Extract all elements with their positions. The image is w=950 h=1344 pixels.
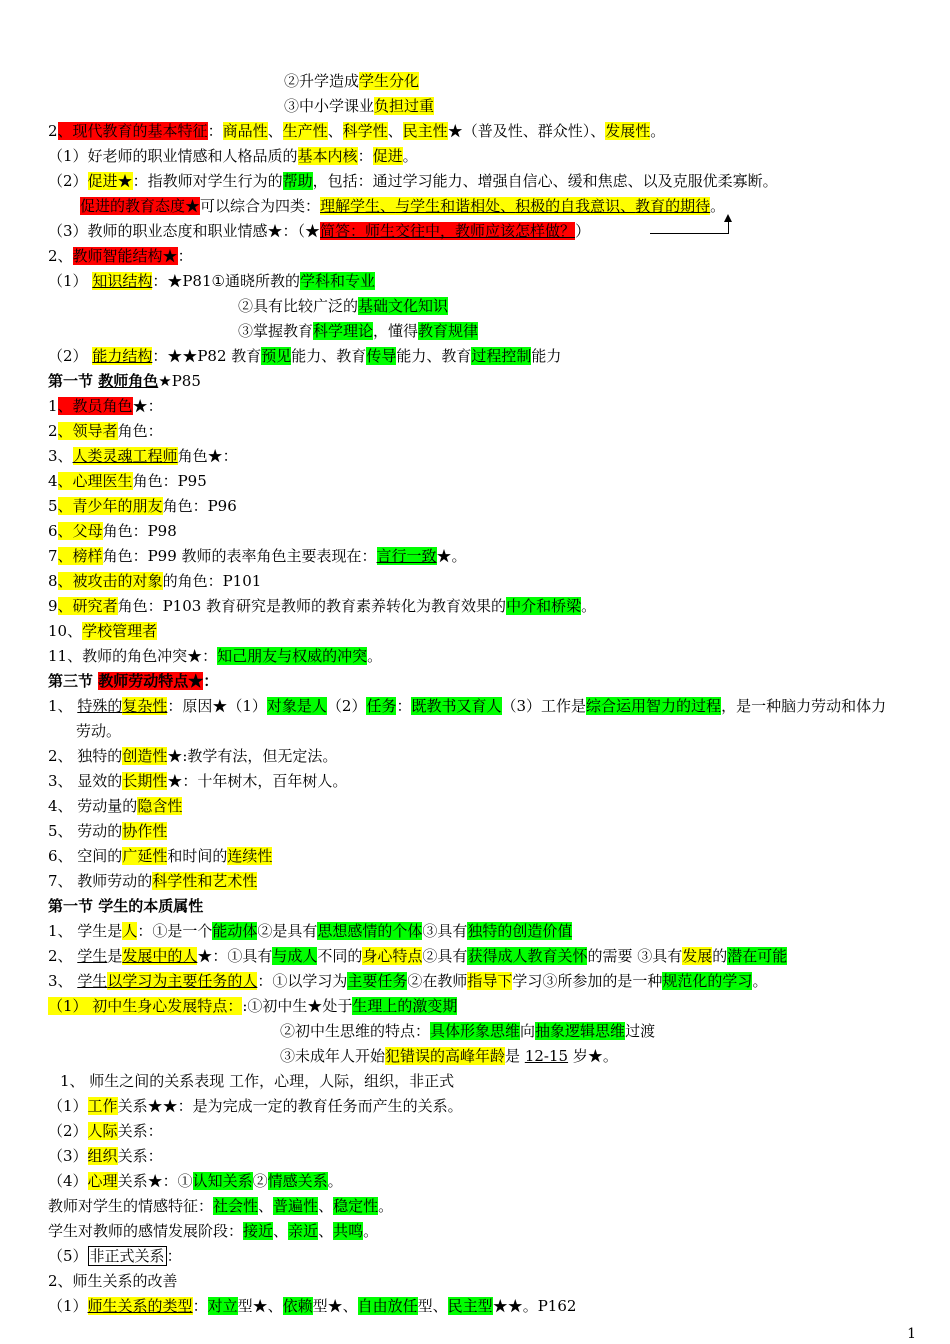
- text-segment: 言行一致: [376, 547, 437, 565]
- text-segment: 、心理医生: [57, 472, 133, 490]
- text-segment: 综合运用智力的过程: [586, 697, 722, 715]
- text-segment: 、: [620, 197, 636, 215]
- text-segment: 角色：P99 教师的表率角色主要表现在：: [102, 547, 377, 565]
- text-segment: 亲近: [288, 1222, 319, 1240]
- text-segment: 4: [48, 472, 58, 490]
- text-segment: 3、: [48, 972, 78, 990]
- text-line: [48, 820, 167, 844]
- text-segment: （1）: [48, 272, 93, 290]
- text-line: [48, 245, 193, 269]
- text-segment: 稳定性: [333, 1197, 379, 1215]
- text-line: [48, 145, 418, 169]
- text-line: [48, 1220, 378, 1244]
- text-line: [284, 70, 419, 94]
- text-line: [48, 895, 203, 919]
- text-segment: 发展中的人: [122, 947, 198, 965]
- text-line: [48, 670, 218, 694]
- text-segment: 。: [581, 597, 597, 615]
- text-segment: 能力: [531, 347, 562, 365]
- text-segment: 。: [327, 1172, 343, 1190]
- text-segment: ②具有比较广泛的: [238, 297, 359, 315]
- text-line: [48, 1245, 182, 1269]
- text-segment: ：: [177, 247, 193, 265]
- text-segment: 规范化的学习: [662, 972, 753, 990]
- text-segment: 与学生和谐相处: [395, 197, 501, 215]
- text-segment: ：: [203, 672, 219, 690]
- text-line: [48, 120, 665, 144]
- text-segment: 既教书又育人: [411, 697, 502, 715]
- text-segment: 发展性: [605, 122, 651, 140]
- text-segment: ★★。P162: [492, 1297, 577, 1315]
- text-segment: 长期性: [122, 772, 168, 790]
- text-segment: ：: [166, 1247, 182, 1265]
- text-segment: 、: [267, 122, 283, 140]
- text-segment: 、榜样: [57, 547, 103, 565]
- text-segment: 过程控制: [471, 347, 532, 365]
- text-segment: （2）: [326, 697, 367, 715]
- text-segment: 关系：: [117, 1147, 163, 1165]
- text-segment: 指导下: [467, 972, 513, 990]
- text-segment: ：: [396, 697, 412, 715]
- text-line: [60, 1070, 454, 1094]
- text-line: [48, 945, 787, 969]
- text-segment: 、: [500, 197, 516, 215]
- text-line: [48, 1120, 163, 1144]
- text-segment: 教师劳动特点★: [98, 672, 204, 690]
- text-segment: 、现代教育的基本特征: [57, 122, 208, 140]
- text-segment: ：原因★（1）: [167, 697, 267, 715]
- text-segment: 角色：P95: [132, 472, 207, 490]
- text-segment: （1）好老师的职业情感和人格品质的: [48, 147, 298, 165]
- text-segment: （2）: [48, 172, 88, 190]
- text-line: [48, 220, 590, 244]
- text-segment: 主要任务: [347, 972, 408, 990]
- text-segment: ：: [357, 147, 373, 165]
- text-segment: 中介和桥梁: [506, 597, 582, 615]
- text-segment: ②具有: [422, 947, 468, 965]
- text-segment: 。: [363, 1222, 379, 1240]
- text-segment: 4、 劳动量的: [48, 797, 138, 815]
- text-segment: 2、 独特的: [48, 747, 123, 765]
- text-segment: 能动体: [212, 922, 258, 940]
- text-segment: 角色：P96: [162, 497, 237, 515]
- text-segment: P85: [171, 372, 201, 390]
- text-segment: 具体形象思维: [430, 1022, 521, 1040]
- text-segment: ）: [575, 222, 591, 240]
- text-segment: ★：十年树木，百年树人。: [167, 772, 348, 790]
- text-line: [48, 270, 375, 294]
- text-segment: 能力、教育: [396, 347, 472, 365]
- text-segment: 获得成人教育关怀: [467, 947, 588, 965]
- text-segment: 角色：P103 教育研究是教师的教育素养转化为教育效果的: [117, 597, 507, 615]
- text-segment: 人: [122, 922, 138, 940]
- text-segment: 型★、: [312, 1297, 358, 1315]
- text-segment: （2）: [48, 347, 93, 365]
- text-segment: ：★★P82 教育: [152, 347, 262, 365]
- text-segment: 社会性: [213, 1197, 259, 1215]
- text-segment: 学生对教师的感情发展阶段：: [48, 1222, 244, 1240]
- text-segment: 的: [712, 947, 728, 965]
- text-segment: 学科和专业: [299, 272, 375, 290]
- text-segment: 1、 学生是: [48, 922, 123, 940]
- text-segment: 。: [752, 972, 768, 990]
- text-segment: 知识结构: [92, 272, 153, 290]
- text-segment: 、被攻击的对象: [57, 572, 163, 590]
- text-line: [48, 795, 182, 819]
- text-segment: 科学性和艺术性: [152, 872, 258, 890]
- text-segment: 复杂性: [122, 697, 168, 715]
- text-segment: 人类灵魂工程师: [72, 447, 178, 465]
- text-segment: ：★P81①通晓所教的: [152, 272, 300, 290]
- text-segment: 人际: [87, 1122, 118, 1140]
- text-segment: 任务: [366, 697, 397, 715]
- arrow-stem: [728, 221, 729, 234]
- text-segment: ★：: [132, 397, 163, 415]
- text-segment: 。: [367, 647, 383, 665]
- text-segment: ★。: [436, 547, 467, 565]
- page-number: 1: [907, 1326, 916, 1342]
- text-segment: 科学理论: [313, 322, 374, 340]
- text-segment: ②在教师: [407, 972, 468, 990]
- text-segment: 向: [520, 1022, 536, 1040]
- text-segment: 教育规律: [418, 322, 479, 340]
- text-segment: （1）: [48, 1097, 88, 1115]
- text-segment: 、: [327, 122, 343, 140]
- text-segment: 关系★★：是为完成一定的教育任务而产生的关系。: [117, 1097, 463, 1115]
- text-line: [48, 545, 467, 569]
- text-segment: 、: [258, 1197, 274, 1215]
- text-segment: 生产性: [282, 122, 328, 140]
- text-segment: ★: [158, 372, 172, 390]
- text-segment: 广延性: [122, 847, 168, 865]
- text-segment: 1: [48, 397, 58, 415]
- arrow-connector: [650, 233, 728, 234]
- text-segment: 1、 师生之间的关系表现 工作，心理，人际，组织，非正式: [60, 1072, 455, 1090]
- text-line: [48, 520, 177, 544]
- text-segment: 促进★: [87, 172, 133, 190]
- text-line: [48, 595, 596, 619]
- text-segment: 2、师生关系的改善: [48, 1272, 178, 1290]
- text-segment: 第三节: [48, 672, 99, 690]
- text-segment: 商品性: [222, 122, 268, 140]
- text-line: [238, 295, 448, 319]
- text-segment: ：①以学习为: [257, 972, 348, 990]
- text-segment: 10、: [48, 622, 83, 640]
- text-segment: 3、: [48, 447, 73, 465]
- text-segment: ②: [252, 1172, 268, 1190]
- text-segment: 促进: [372, 147, 403, 165]
- text-segment: 促进的教育态度★: [80, 197, 201, 215]
- text-segment: 、: [380, 197, 396, 215]
- text-segment: 是: [107, 947, 123, 965]
- text-segment: 民主型: [447, 1297, 493, 1315]
- text-segment: （3）工作是: [501, 697, 587, 715]
- text-segment: 。: [378, 1197, 394, 1215]
- text-segment: 和时间的: [167, 847, 228, 865]
- text-segment: 型★、: [237, 1297, 283, 1315]
- text-segment: 连续性: [227, 847, 273, 865]
- text-segment: 积极的自我意识: [515, 197, 621, 215]
- text-segment: 2: [48, 122, 58, 140]
- text-line: [48, 1145, 163, 1169]
- text-line: [48, 470, 207, 494]
- text-segment: 的需要 ③具有: [587, 947, 683, 965]
- text-line: [48, 370, 201, 394]
- text-segment: （4）: [48, 1172, 88, 1190]
- text-line: [48, 1270, 178, 1294]
- text-segment: 简答：师生交往中，教师应该怎样做？: [320, 222, 576, 240]
- text-segment: 、: [318, 1222, 334, 1240]
- text-segment: 教师对学生的情感特征：: [48, 1197, 214, 1215]
- text-segment: 。: [650, 122, 666, 140]
- text-segment: 对立: [207, 1297, 238, 1315]
- text-segment: 民主性: [402, 122, 448, 140]
- text-segment: 工作: [87, 1097, 118, 1115]
- text-line: [48, 420, 163, 444]
- text-line: [48, 845, 272, 869]
- text-segment: 1、: [48, 697, 78, 715]
- text-segment: ：指教师对学生行为的: [132, 172, 283, 190]
- text-segment: 教师角色: [98, 372, 159, 390]
- text-segment: 的角色：P101: [162, 572, 262, 590]
- text-segment: 第一节: [48, 372, 99, 390]
- text-segment: ★：①具有: [197, 947, 273, 965]
- text-segment: 12-15: [524, 1047, 569, 1065]
- text-segment: 协作性: [122, 822, 168, 840]
- text-segment: 5: [48, 497, 58, 515]
- text-segment: 对象是人: [266, 697, 327, 715]
- text-line: [48, 395, 163, 419]
- text-segment: 犯错误的高峰年龄: [385, 1047, 506, 1065]
- text-segment: ②是具有: [257, 922, 318, 940]
- text-segment: 认知关系: [192, 1172, 253, 1190]
- text-segment: 、教员角色: [57, 397, 133, 415]
- text-line: [48, 695, 886, 719]
- text-segment: 理解学生: [320, 197, 381, 215]
- text-segment: 不同的: [317, 947, 363, 965]
- text-segment: 基本内核: [297, 147, 358, 165]
- text-segment: 2: [48, 422, 58, 440]
- text-segment: 学校管理者: [82, 622, 158, 640]
- text-segment: 、父母: [57, 522, 103, 540]
- text-line: [48, 870, 257, 894]
- text-segment: 是: [505, 1047, 525, 1065]
- text-line: [80, 195, 725, 219]
- text-line: [280, 1045, 618, 1069]
- text-segment: 生理上的激变期: [352, 997, 458, 1015]
- text-segment: ，是一种脑力劳动和体力: [721, 697, 887, 715]
- text-segment: 情感关系: [267, 1172, 328, 1190]
- text-segment: 关系：: [117, 1122, 163, 1140]
- text-segment: ，包括：通过学习能力、增强自信心、缓和焦虑、以及克服优柔寡断。: [312, 172, 778, 190]
- text-segment: ：①是一个: [137, 922, 213, 940]
- text-segment: 接近: [243, 1222, 274, 1240]
- text-line: [48, 920, 572, 944]
- text-segment: 型、: [417, 1297, 448, 1315]
- text-segment: 能力结构: [92, 347, 153, 365]
- text-segment: 创造性: [122, 747, 168, 765]
- text-segment: （3）教师的职业态度和职业情感★：（★: [48, 222, 321, 240]
- text-segment: 可以综合为四类：: [200, 197, 321, 215]
- text-segment: 隐含性: [137, 797, 183, 815]
- text-segment: 岁★。: [568, 1047, 618, 1065]
- text-segment: ★（普及性、群众性）、: [447, 122, 606, 140]
- text-line: [48, 970, 767, 994]
- text-line: [48, 995, 457, 1019]
- text-segment: 师生关系的类型: [87, 1297, 193, 1315]
- text-segment: ③掌握教育: [238, 322, 314, 340]
- text-segment: 自由放任: [357, 1297, 418, 1315]
- text-line: [48, 770, 347, 794]
- text-line: [48, 495, 237, 519]
- text-segment: 9: [48, 597, 58, 615]
- text-line: [48, 645, 382, 669]
- text-segment: 、: [387, 122, 403, 140]
- text-segment: 独特的创造价值: [467, 922, 573, 940]
- text-segment: 传导: [366, 347, 397, 365]
- text-segment: 负担过重: [374, 97, 435, 115]
- text-segment: 8: [48, 572, 58, 590]
- text-line: [76, 720, 121, 744]
- text-segment: 教育的期待: [635, 197, 711, 215]
- text-segment: 。: [710, 197, 726, 215]
- text-segment: ：: [192, 1297, 208, 1315]
- text-segment: 、: [318, 1197, 334, 1215]
- text-segment: （3）: [48, 1147, 88, 1165]
- text-segment: ③具有: [422, 922, 468, 940]
- text-line: [48, 1095, 463, 1119]
- text-segment: 、青少年的朋友: [57, 497, 163, 515]
- text-segment: 非正式关系: [89, 1247, 165, 1265]
- text-segment: 2、: [48, 947, 78, 965]
- text-segment: 与成人: [272, 947, 318, 965]
- text-line: [48, 745, 337, 769]
- text-segment: 教师智能结构★: [72, 247, 178, 265]
- text-segment: 角色：: [117, 422, 163, 440]
- text-segment: ②初中生思维的特点：: [280, 1022, 431, 1040]
- text-segment: 过渡: [625, 1022, 656, 1040]
- arrow-head-icon: [724, 214, 732, 222]
- text-segment: 预见: [261, 347, 292, 365]
- text-line: [280, 1020, 655, 1044]
- text-segment: 5、 劳动的: [48, 822, 123, 840]
- text-segment: 基础文化知识: [358, 297, 449, 315]
- text-segment: 角色：P98: [102, 522, 177, 540]
- text-line: [238, 320, 478, 344]
- text-segment: （5）: [48, 1247, 88, 1265]
- text-segment: 帮助: [282, 172, 313, 190]
- text-line: [48, 570, 261, 594]
- text-segment: 11、教师的角色冲突★：: [48, 647, 218, 665]
- text-line: [48, 1195, 393, 1219]
- text-segment: ，懂得: [373, 322, 419, 340]
- text-segment: 知己朋友与权威的冲突: [217, 647, 368, 665]
- text-segment: 能力、教育: [291, 347, 367, 365]
- text-segment: 心理: [87, 1172, 118, 1190]
- text-segment: 、研究者: [57, 597, 118, 615]
- text-segment: 关系★：①: [117, 1172, 193, 1190]
- text-segment: 角色★：: [177, 447, 238, 465]
- text-segment: 抽象逻辑思维: [535, 1022, 626, 1040]
- text-segment: 组织: [87, 1147, 118, 1165]
- text-segment: 6: [48, 522, 58, 540]
- text-segment: 以学习为主要任务的人: [107, 972, 258, 990]
- text-segment: 特殊的: [77, 697, 123, 715]
- text-segment: 普遍性: [273, 1197, 319, 1215]
- text-segment: 学习③所参加的是一种: [512, 972, 663, 990]
- text-segment: 第一节 学生的本质属性: [48, 897, 204, 915]
- text-segment: 学生: [77, 947, 108, 965]
- text-segment: ③未成年人开始: [280, 1047, 386, 1065]
- text-line: [48, 620, 157, 644]
- text-segment: （2）: [48, 1122, 88, 1140]
- text-segment: 3、 显效的: [48, 772, 123, 790]
- text-segment: （1）: [48, 1297, 88, 1315]
- text-segment: 6、 空间的: [48, 847, 123, 865]
- text-line: [48, 345, 561, 369]
- text-segment: 。: [402, 147, 418, 165]
- text-segment: 、: [273, 1222, 289, 1240]
- text-segment: 7、 教师劳动的: [48, 872, 153, 890]
- text-segment: 学生分化: [359, 72, 420, 90]
- text-segment: 2、: [48, 247, 73, 265]
- text-segment: 、领导者: [57, 422, 118, 440]
- text-segment: :①初中生★处于: [242, 997, 353, 1015]
- text-segment: 思想感情的个体: [317, 922, 423, 940]
- text-segment: 学生: [77, 972, 108, 990]
- text-segment: 科学性: [342, 122, 388, 140]
- text-line: [284, 95, 434, 119]
- text-segment: 潜在可能: [727, 947, 788, 965]
- text-line: [48, 445, 238, 469]
- text-line: [48, 1170, 343, 1194]
- text-segment: ：: [207, 122, 223, 140]
- text-segment: 身心特点: [362, 947, 423, 965]
- text-segment: 7: [48, 547, 58, 565]
- text-segment: ②升学造成: [284, 72, 360, 90]
- text-segment: 共鸣: [333, 1222, 364, 1240]
- text-line: [48, 1295, 576, 1319]
- text-segment: 依赖: [282, 1297, 313, 1315]
- text-segment: 劳动。: [76, 722, 122, 740]
- text-segment: ★:教学有法，但无定法。: [167, 747, 338, 765]
- text-segment: ③中小学课业: [284, 97, 375, 115]
- text-line: [48, 170, 778, 194]
- text-segment: 发展: [682, 947, 713, 965]
- text-segment: （1） 初中生身心发展特点：: [48, 997, 243, 1015]
